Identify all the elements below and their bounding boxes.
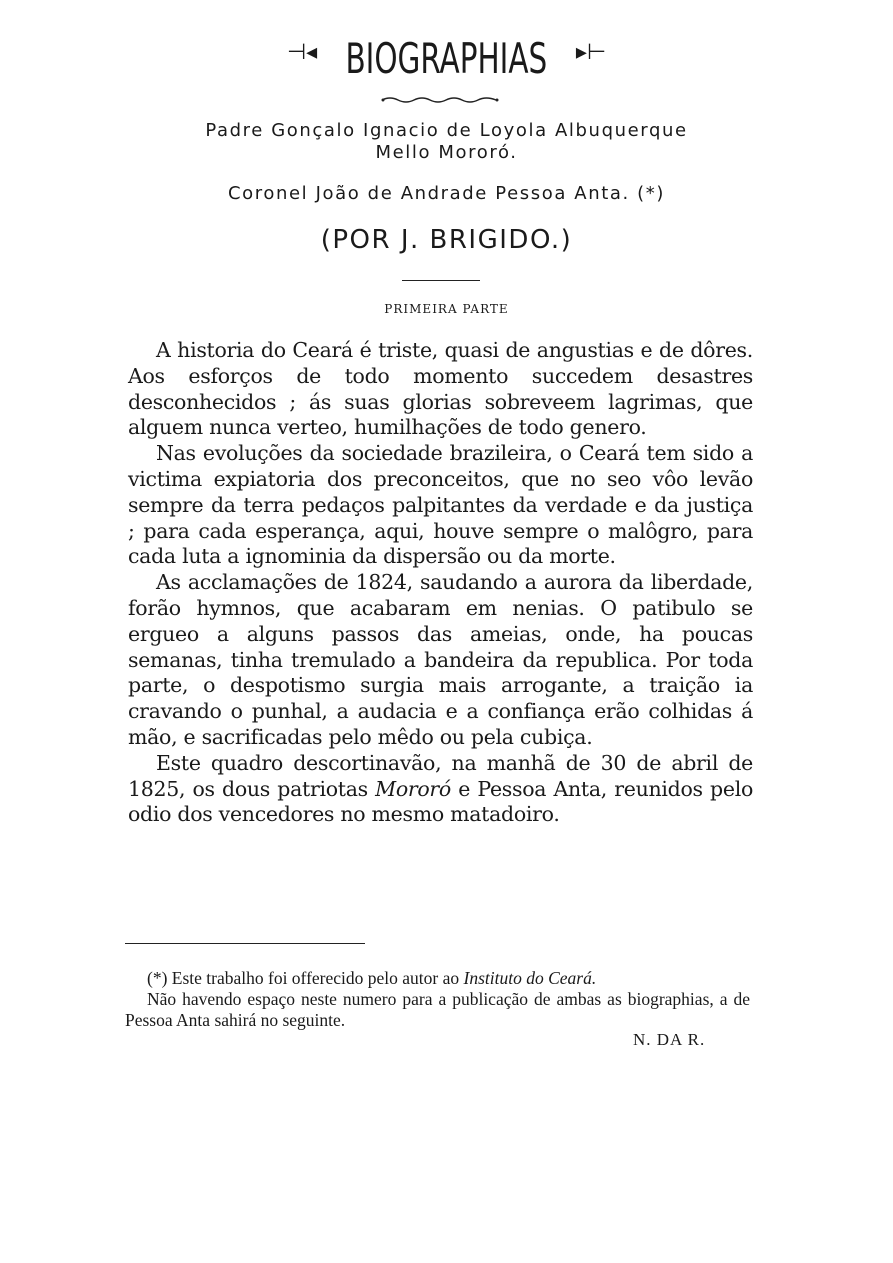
subject-2: Coronel João de Andrade Pessoa Anta. (*)	[227, 183, 666, 204]
part-label: PRIMEIRA PARTE	[384, 302, 509, 316]
page-title: BIOGRAPHIAS	[345, 34, 548, 83]
footnote-2: Não havendo espaço neste numero para a publicação de ambas as biographias, a de Pessoa Anta sahirá no seguinte.	[125, 989, 750, 1030]
footnote-1-text: (*) Este trabalho foi offerecido pelo autor ao	[147, 968, 464, 988]
article-body	[128, 338, 753, 828]
paragraph-3: As acclamações de 1824, saudando a aurora da liberdade, forão hymnos, que acabaram em nenias. O patibulo se ergueo a alguns passos das ameias, onde, ha poucas semanas, tinha tremulado a bandeira da republica. Por toda parte, o despotismo surgia mais arrogante, a traição ia cravando o punhal, a audacia e a confiança erão colhidas á mão, e sacrificadas pelo mêdo ou pela cubiça.	[128, 570, 753, 749]
subject-1	[0, 120, 893, 164]
header	[0, 34, 893, 83]
subject-1-line-b: Mello Mororó.	[375, 142, 518, 163]
footnote-rule	[125, 943, 365, 944]
paragraph-4-start: Este quadro descortinavão, na manhã de 30 de abril de 1825, os dous patriotas	[128, 750, 753, 801]
footnote-1-institution: Instituto do Ceará.	[463, 968, 597, 988]
flourish-divider-icon	[380, 96, 500, 104]
footnotes	[125, 968, 750, 1031]
right-ornament-icon: ▸⊢	[575, 40, 607, 65]
paragraph-1: A historia do Ceará é triste, quasi de angustias e de dôres. Aos esforços de todo momento succedem desastres desconhecidos ; ás suas glorias sobreveem lagrimas, que alguem nunca verteo, humilhações de todo genero.	[128, 338, 753, 440]
paragraph-2: Nas evoluções da sociedade brazileira, o Ceará tem sido a victima expiatoria dos preconceitos, que no seo vôo levão sempre da terra pedaços palpitantes da verdade e da justiça ; para cada esperança, aqui, houve sempre o malôgro, para cada luta a ignominia da dispersão ou da morte.	[128, 441, 753, 569]
paragraph-4-end: e Pessoa Anta, reunidos pelo odio dos vencedores no mesmo matadoiro.	[128, 776, 753, 827]
section-divider	[402, 280, 480, 281]
paragraph-4	[128, 751, 753, 828]
left-ornament-icon: ⊣◂	[286, 40, 318, 65]
editor-signature: N. DA R.	[633, 1030, 706, 1049]
subject-1-line-a: Padre Gonçalo Ignacio de Loyola Albuquerque	[205, 120, 688, 141]
footnote-1	[125, 968, 750, 989]
author-byline: (POR J. BRIGIDO.)	[320, 225, 573, 255]
paragraph-4-name: Mororó	[375, 776, 451, 801]
